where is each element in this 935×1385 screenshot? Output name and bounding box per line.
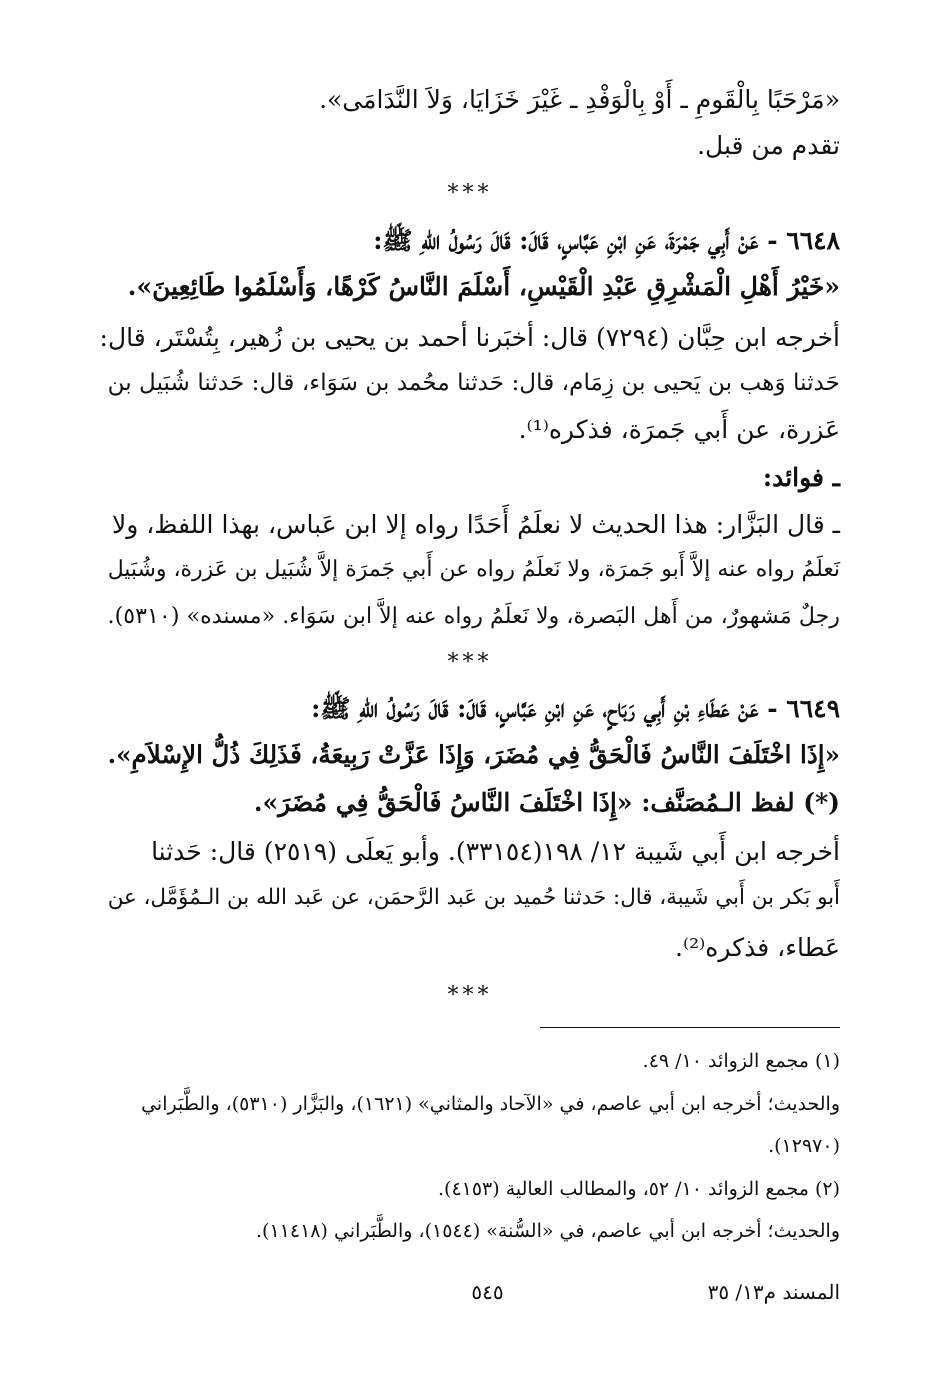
footnote-separator: [540, 1027, 840, 1028]
hadith-6649-matn: «إِذَا اخْتَلَفَ النَّاسُ فَالْحَقُّ فِي مُضَرَ، وَإِذَا عَزَّتْ رَبِيعَةُ، فَذَلِكَ ذُلُّ الإِسْلاَمِ».: [107, 740, 840, 769]
section-separator-1: ***: [447, 181, 493, 206]
takhrij-6648-line-1: أخرجه ابن حِبَّان (٧٢٩٤) قال: أخبَرنا أحمد بن يحيى بن زُهير، بِتُسْتَر، قال:: [99, 323, 840, 352]
page-number: ٥٤٥: [471, 1280, 504, 1304]
takhrij-6648-line-3: عَزرة، عن أَبي جَمرَة، فذكره⁽¹⁾.: [518, 415, 840, 444]
footnote-2-source: (٢) مجمع الزوائد ١٠/ ٥٢، والمطالب العالية (٤١٥٣).: [437, 1178, 840, 1200]
footnote-1-text: والحديث؛ أخرجه ابن أبي عاصم، في «الآحاد والمثاني» (١٦٢١)، والبَزَّار (٥٣١٠)، والطَّبَراني: [141, 1093, 840, 1115]
footnote-1-source: (١) مجمع الزوائد ١٠/ ٤٩.: [642, 1050, 840, 1072]
fawaid-line-1: ـ قال البَزَّار: هذا الحديث لا نعلَمُ أَحَدًا رواه إلا ابن عَباس، بهذا اللفظ، ولا: [111, 510, 840, 539]
takhrij-6649-line-2: أَبو بَكر بن أَبي شَيبة، قال: حَدثنا حُميد بن عَبد الرَّحمَن، عن عَبد الله بن الـمُؤَمَّل، عن: [107, 885, 840, 910]
volume-signature: المسند م١٣/ ٣٥: [707, 1280, 840, 1304]
fawaid-line-2: نَعلَمُ رواه عنه إلاَّ أَبو جَمرَة، ولا نَعلَمُ رواه عن أَبي جَمرَة إلاَّ شُبَيل بن عَزرة، وشُبَيل: [107, 557, 840, 582]
author-wording-note: (*) لفظ الـمُصَنَّف: «إِذَا اخْتَلَفَ النَّاسُ فَالْحَقُّ فِي مُضَرَ».: [253, 788, 840, 817]
takhrij-6649-line-3: عَطاء، فذكره⁽²⁾.: [675, 933, 840, 962]
footnote-2-text: والحديث؛ أخرجه ابن أبي عاصم، في «السُّنة» (١٥٤٤)، والطَّبَراني (١١٤١٨).: [256, 1220, 840, 1242]
hadith-6648-matn: «خَيْرُ أَهْلِ الْمَشْرِقِ عَبْدِ الْقَيْسِ، أَسْلَمَ النَّاسُ كَرْهًا، وَأَسْلَمُوا طَائِعِينَ».: [127, 272, 840, 301]
footnote-1-text-cont: (١٢٩٧٠).: [768, 1135, 840, 1157]
hadith-6649-isnad: ٦٦٤٩ - عَنْ عَطَاءِ بْنِ أَبِي رَبَاحٍ، عَنِ ابْنِ عَبَّاسٍ، قَالَ: قَالَ رَسُولُ اللهِ ﷺ:: [311, 694, 840, 723]
section-separator-2: ***: [447, 650, 493, 675]
cross-reference-note: تقدم من قبل.: [697, 131, 840, 160]
section-separator-3: ***: [447, 983, 493, 1008]
hadith-6648-isnad: ٦٦٤٨ - عَنْ أَبِي جَمْرَةَ، عَنِ ابْنِ عَبَّاسٍ، قَالَ: قَالَ رَسُولُ اللهِ ﷺ:: [373, 226, 840, 255]
fawaid-heading: ـ فوائد:: [762, 463, 840, 492]
verse-line-1: «مَرْحَبًا بِالْقَومِ ـ أَوْ بِالْوَفْدِ ـ غَيْرَ خَزَايَا، وَلاَ النَّدَامَى».: [319, 85, 840, 114]
fawaid-line-3: رجلٌ مَشهورٌ، من أَهل البَصرة، ولا نَعلَمُ رواه عنه إلاَّ ابن سَوَاء. «مسنده» (٥٣١٠).: [107, 603, 840, 629]
takhrij-6648-line-2: حَدثنا وَهب بن يَحيى بن زِمَام، قال: حَدثنا محُمد بن سَوَاء، قال: حَدثنا شُبَيل بن: [107, 369, 840, 396]
takhrij-6649-line-1: أخرجه ابن أَبي شَيبة ١٢/ ١٩٨(٣٣١٥٤). وأبو يَعلَى (٢٥١٩) قال: حَدثنا: [151, 837, 840, 866]
